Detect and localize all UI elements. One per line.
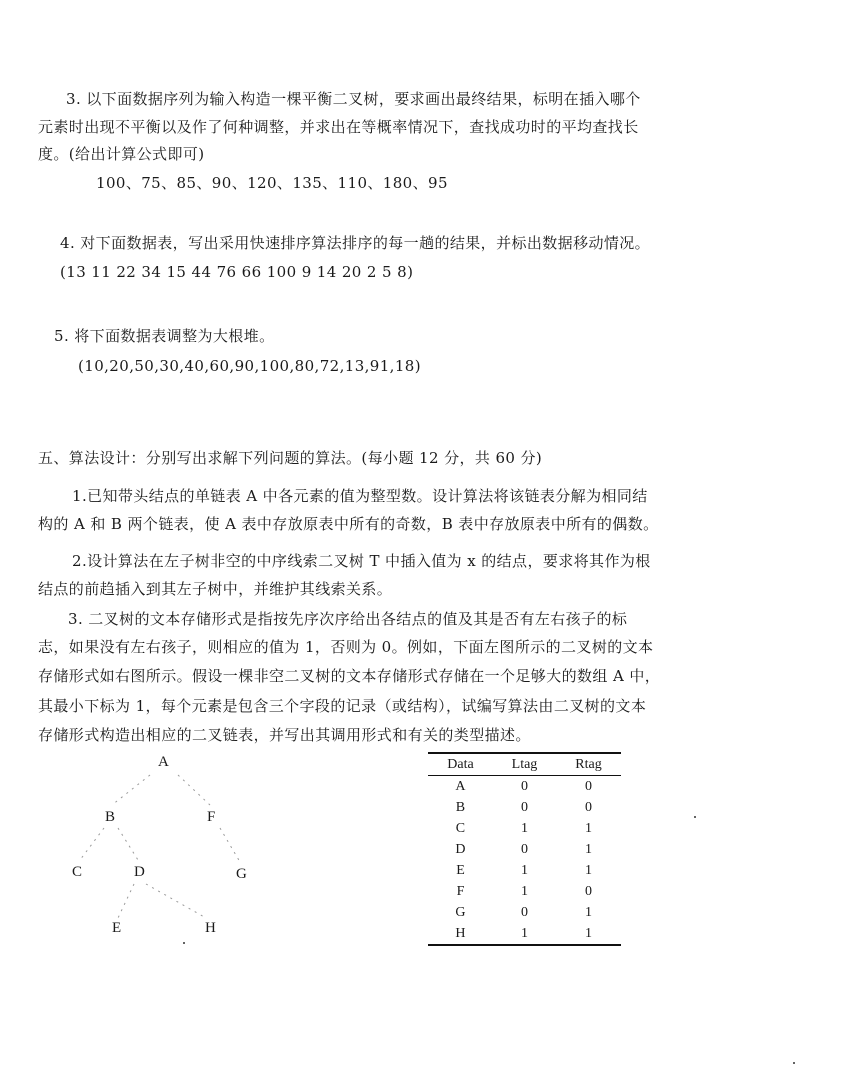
cell-rtag: 0: [584, 778, 592, 794]
tree-node-a: A: [158, 754, 169, 770]
cell-ltag: 0: [520, 904, 528, 920]
table-row: [428, 902, 621, 923]
cell-rtag: 0: [584, 883, 592, 899]
table-header-row: [428, 753, 621, 776]
section5-heading: 五、算法设计：分别写出求解下列问题的算法。(每小题 12 分，共 60 分): [38, 449, 543, 467]
cell-rtag: 1: [584, 862, 592, 878]
tree-node-f: F: [207, 809, 216, 825]
tree-node-c: C: [72, 864, 83, 880]
tree-node-g: G: [236, 866, 247, 882]
cell-ltag: 0: [520, 799, 528, 815]
s5-q2-line-1: 2.设计算法在左子树非空的中序线索二叉树 T 中插入值为 x 的结点，要求将其作为根: [72, 552, 651, 570]
s5-q1-line-1: 1.已知带头结点的单链表 A 中各元素的值为整型数。设计算法将该链表分解为相同结: [72, 487, 648, 505]
table-row: [428, 923, 621, 945]
cell-rtag: 0: [584, 799, 592, 815]
tree-node-d: D: [134, 864, 145, 880]
q5-text: 5. 将下面数据表调整为大根堆。: [54, 327, 275, 345]
cell-data: A: [455, 778, 466, 794]
table-row: [428, 839, 621, 860]
cell-ltag: 1: [520, 820, 528, 836]
cell-data: H: [455, 925, 466, 941]
header-data: Data: [447, 756, 474, 772]
q4-data: (13 11 22 34 15 44 76 66 100 9 14 20 2 5 8): [60, 263, 414, 281]
cell-data: F: [456, 883, 465, 899]
s5-q3-line-2: 志，如果没有左右孩子，则相应的值为 1，否则为 0。例如，下面左图所示的二叉树的文本: [38, 638, 654, 656]
q3-line-3: 度。(给出计算公式即可): [38, 145, 205, 163]
cell-ltag: 1: [520, 925, 528, 941]
q3-line-2: 元素时出现不平衡以及作了何种调整，并求出在等概率情况下，查找成功时的平均查找长: [38, 118, 639, 136]
table-row: [428, 881, 621, 902]
table-row: [428, 776, 621, 798]
cell-data: D: [455, 841, 466, 857]
q3-data: 100、75、85、90、120、135、110、180、95: [96, 174, 448, 192]
cell-ltag: 1: [520, 883, 528, 899]
cell-data: B: [455, 799, 466, 815]
s5-q3-line-5: 存储形式构造出相应的二叉链表，并写出其调用形式和有关的类型描述。: [38, 726, 531, 744]
q4-text: 4. 对下面数据表，写出采用快速排序算法排序的每一趟的结果，并标出数据移动情况。: [60, 234, 651, 252]
s5-q1-line-2: 构的 A 和 B 两个链表，使 A 表中存放原表中所有的奇数，B 表中存放原表中所有的偶数。: [38, 515, 659, 533]
q5-data: (10,20,50,30,40,60,90,100,80,72,13,91,18): [78, 357, 421, 375]
table-row: [428, 797, 621, 818]
cell-data: E: [456, 862, 465, 878]
cell-ltag: 0: [520, 778, 528, 794]
cell-data: G: [455, 904, 466, 920]
scan-speck: [793, 1062, 795, 1064]
cell-rtag: 1: [584, 820, 592, 836]
s5-q2-line-2: 结点的前趋插入到其左子树中，并维护其线索关系。: [38, 580, 393, 598]
s5-q3-line-1: 3. 二叉树的文本存储形式是指按先序次序给出各结点的值及其是否有左右孩子的标: [68, 610, 628, 628]
s5-q3-line-3: 存储形式如右图所示。假设一棵非空二叉树的文本存储形式存储在一个足够大的数组 A 中，: [38, 667, 661, 685]
scan-speck: [183, 942, 185, 944]
tree-node-b: B: [105, 809, 116, 825]
tree-node-h: H: [205, 920, 216, 936]
tree-node-e: E: [112, 920, 122, 936]
header-ltag: Ltag: [511, 756, 538, 772]
text-storage-table: [428, 752, 621, 946]
q3-line-1: 3. 以下面数据序列为输入构造一棵平衡二叉树，要求画出最终结果，标明在插入哪个: [66, 90, 641, 108]
s5-q3-line-4: 其最小下标为 1，每个元素是包含三个字段的记录（或结构），试编写算法由二叉树的文本: [38, 697, 647, 715]
table-row: [428, 860, 621, 881]
cell-rtag: 1: [584, 904, 592, 920]
header-rtag: Rtag: [575, 756, 602, 772]
cell-ltag: 0: [520, 841, 528, 857]
cell-data: C: [455, 820, 466, 836]
scan-speck: [694, 816, 696, 818]
table-row: [428, 818, 621, 839]
cell-rtag: 1: [584, 841, 592, 857]
cell-rtag: 1: [584, 925, 592, 941]
cell-ltag: 1: [520, 862, 528, 878]
